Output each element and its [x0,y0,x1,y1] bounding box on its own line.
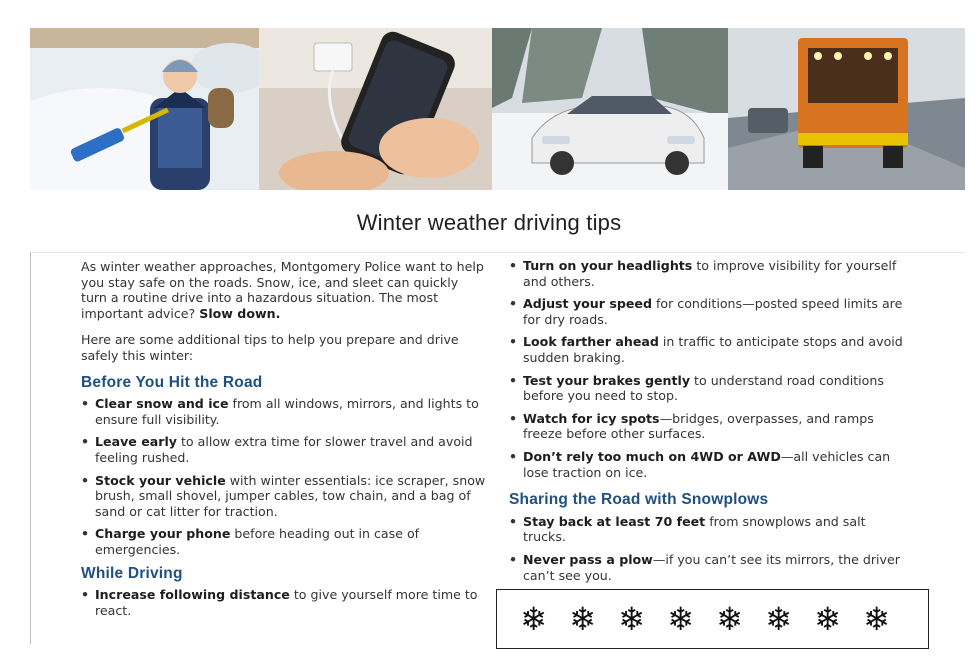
bullet-icon: • [81,472,90,488]
child-shoveling-snow-icon [30,28,259,190]
section-divider [30,252,965,253]
list-item: • Turn on your headlights to improve visibility for yourself and others. [509,258,897,289]
sharing-list [509,514,904,583]
page-title: Winter weather driving tips [356,210,622,235]
bullet-icon: • [509,296,518,312]
heading-sharing-the-road: Sharing the Road with Snowplows [509,491,769,509]
list-item: • Never pass a plow—if you can’t see its mirrors, the driver can’t see you. [509,551,900,583]
list-item: • Stay back at least 70 feet from snowplows and salt trucks. [509,513,866,545]
heading-while-driving: While Driving [81,564,183,582]
intro-paragraph: As winter weather approaches, Montgomery Police want to help you stay safe on the roads. Snow, ice, and sleet can quickly turn a routine drive into a hazardous situation. The most important advice? Slow down. [81,259,484,321]
bullet-icon: • [81,396,90,412]
bullet-icon: • [509,410,518,426]
snowflake-icon: ❄ [765,600,792,638]
right-column [509,258,904,590]
intro-paragraph-2: Here are some additional tips to help you prepare and drive safely this winter: [81,332,459,363]
list-item: • Watch for icy spots—bridges, overpasses, and ramps freeze before other surfaces. [509,410,874,442]
list-item: • Stock your vehicle with winter essentials: ice scraper, snow brush, small shovel, jumper cables, tow chain, and a bag of sand or cat litter for traction. [81,472,486,519]
bullet-icon: • [509,448,518,464]
list-item: • Charge your phone before heading out in case of emergencies. [81,526,420,557]
snowflake-decoration-box [496,589,929,649]
snowflake-icon: ❄ [618,600,645,638]
left-column [81,259,486,625]
child-shoveling-snow-photo [30,28,259,190]
bullet-icon: • [509,513,518,529]
bullet-icon: • [509,372,518,388]
car-in-snow-icon [492,28,728,190]
snowflake-icon: ❄ [569,600,596,638]
list-item: • Don’t rely too much on 4WD or AWD—all vehicles can lose traction on ice. [509,448,891,480]
intro-emphasis: Slow down. [199,305,281,321]
snowflake-icon: ❄ [520,600,547,638]
list-item: • Look farther ahead in traffic to anticipate stops and avoid sudden braking. [509,334,903,365]
bullet-icon: • [81,526,90,542]
photo-strip [30,28,965,190]
list-item: • Leave early to allow extra time for slower travel and avoid feeling rushed. [81,434,473,465]
list-item: • Adjust your speed for conditions—posted speed limits are for dry roads. [509,296,903,327]
bullet-icon: • [81,587,90,603]
heading-before-you-hit-the-road: Before You Hit the Road [81,373,263,391]
phone-charging-icon [259,28,492,190]
bullet-icon: • [509,551,518,567]
bullet-icon: • [509,258,518,273]
list-item: • Clear snow and ice from all windows, mirrors, and lights to ensure full visibility. [81,396,479,427]
snowflake-icon: ❄ [667,600,694,638]
left-border [30,252,31,644]
while-list-part-2 [509,258,904,480]
phone-charging-photo [259,28,492,190]
snowplow-truck-photo [728,28,965,190]
car-in-snow-photo [492,28,728,190]
bullet-icon: • [509,334,518,350]
snowflake-icon: ❄ [814,600,841,638]
snowflake-icon: ❄ [863,600,890,638]
snowplow-truck-icon [728,28,965,190]
snowflake-icon: ❄ [716,600,743,638]
list-item: • Increase following distance to give yourself more time to react. [81,587,478,618]
list-item: • Test your brakes gently to understand road conditions before you need to stop. [509,372,884,404]
bullet-icon: • [81,434,90,450]
while-list-part-1 [81,587,486,618]
before-list [81,396,486,557]
